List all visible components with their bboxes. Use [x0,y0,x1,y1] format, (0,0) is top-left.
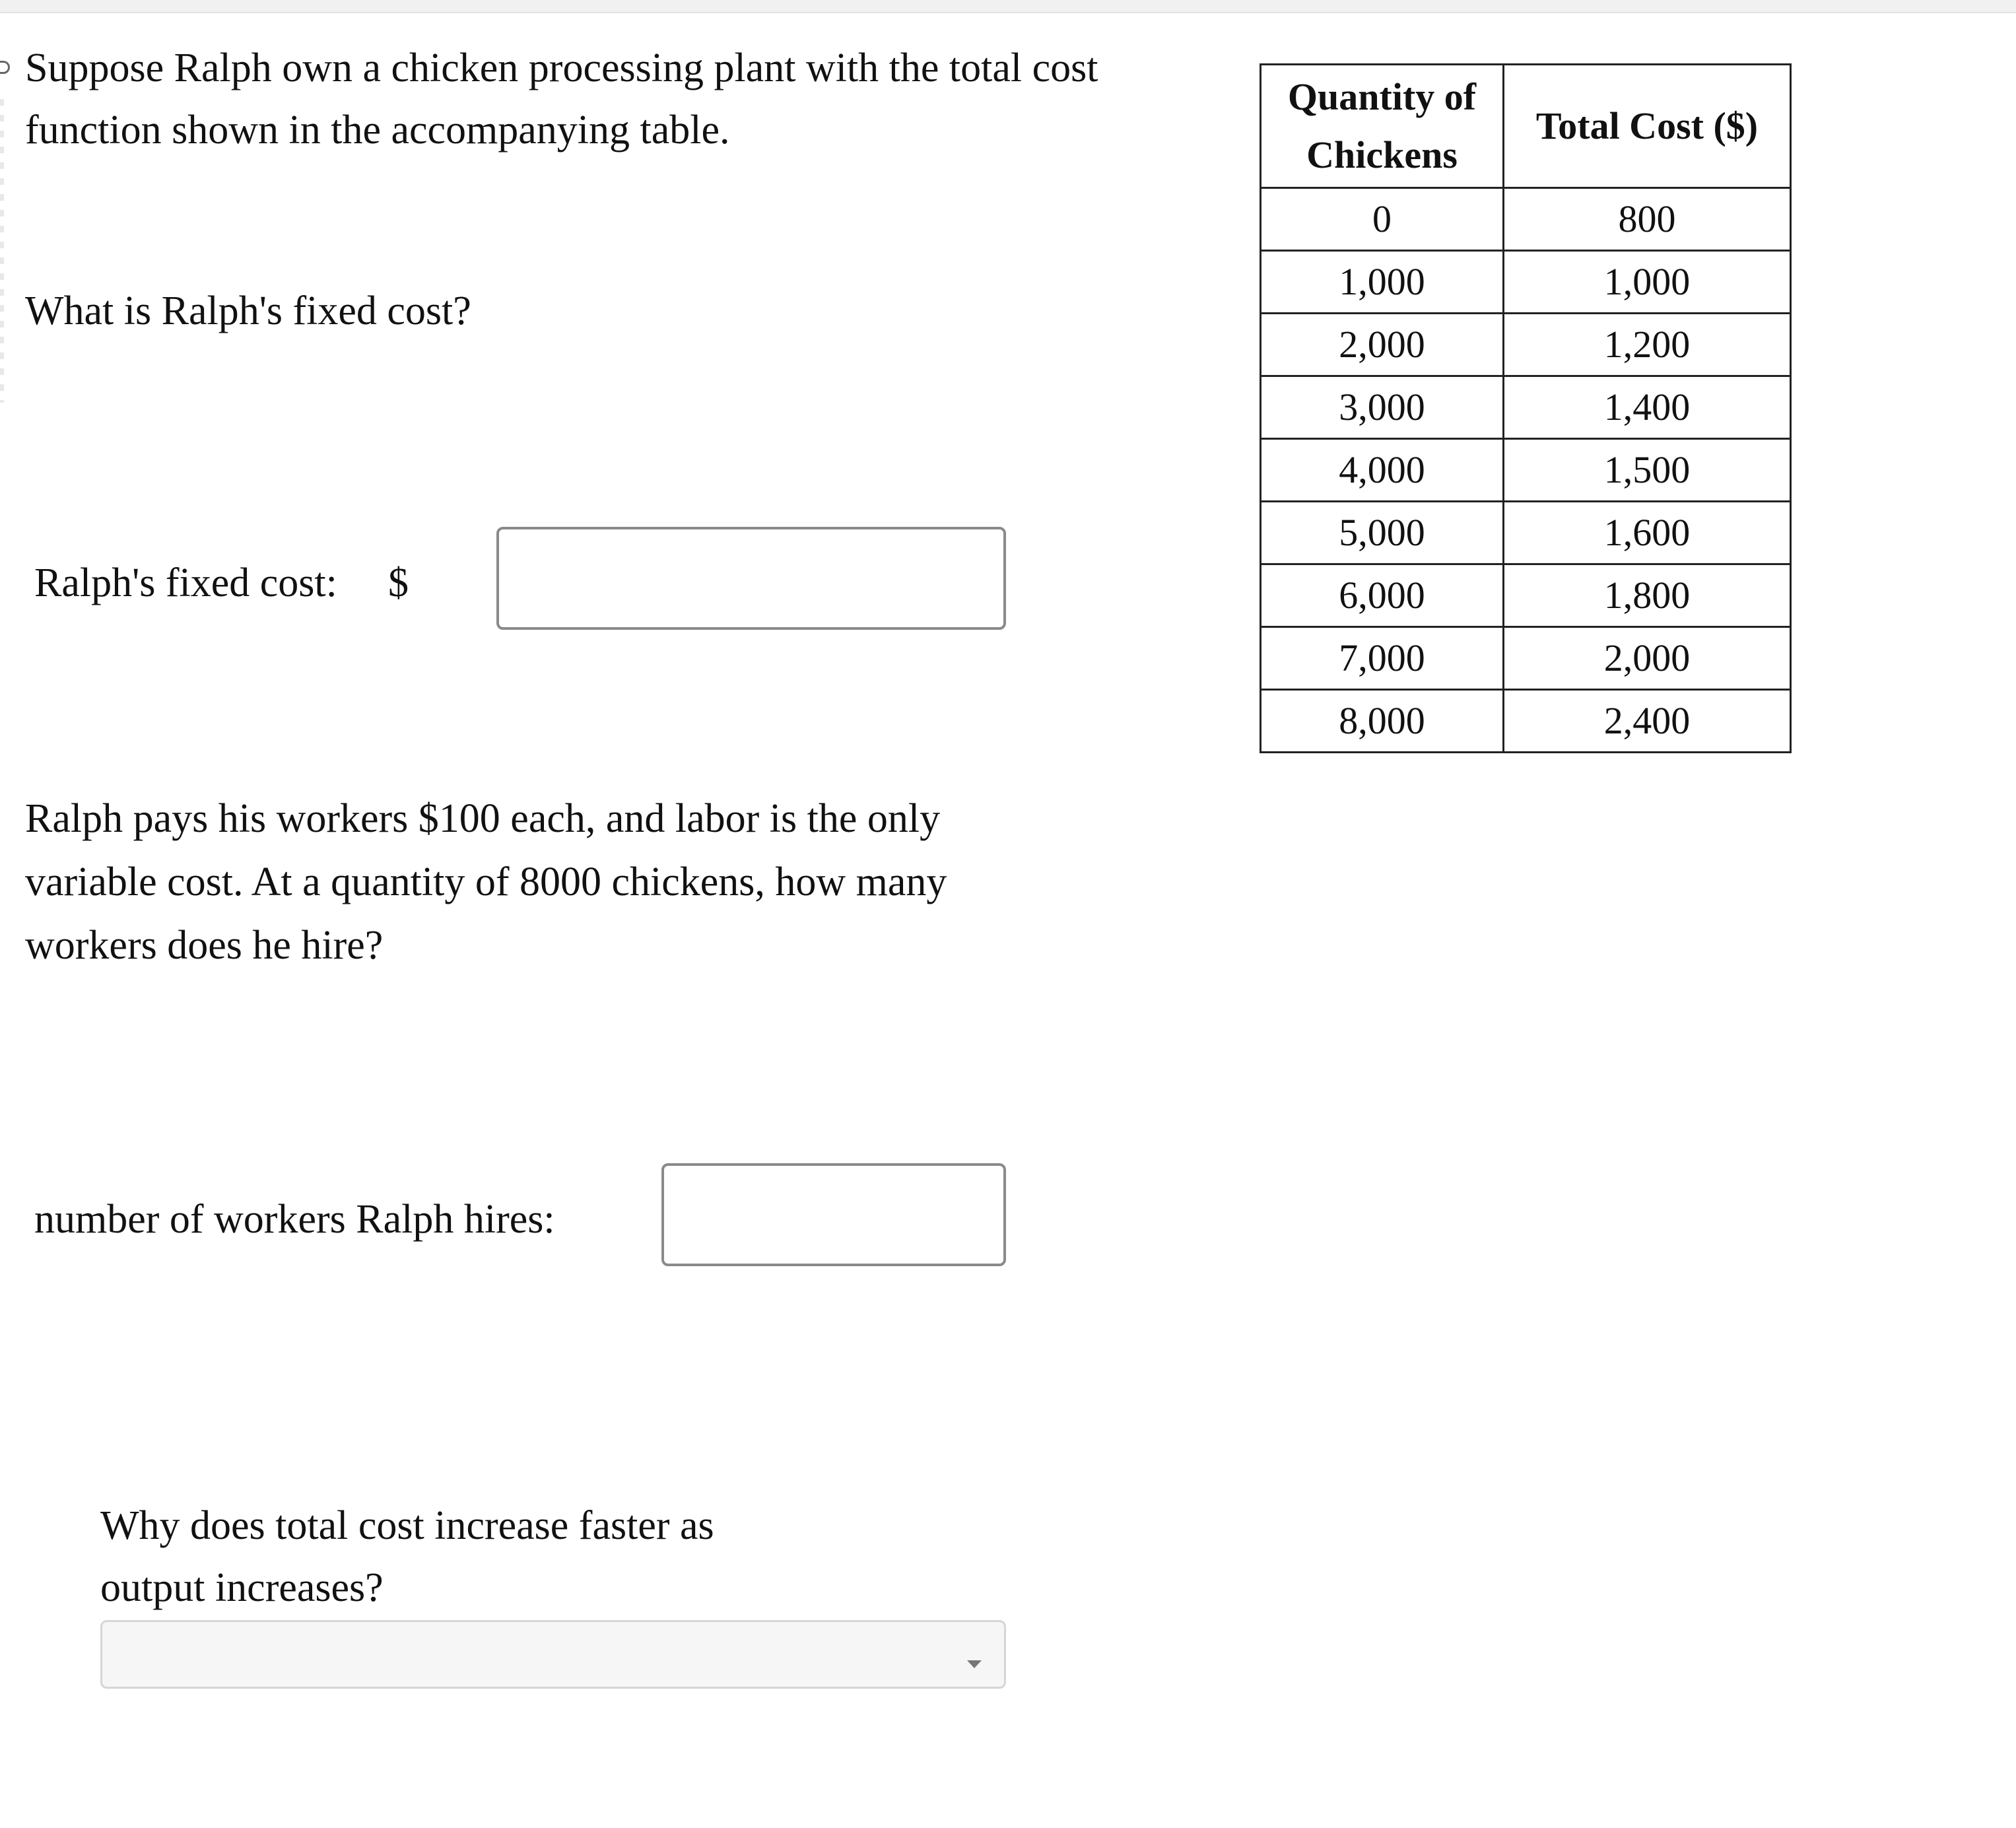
fixed-cost-label: Ralph's fixed cost: [34,560,337,605]
quantity-cell: 6,000 [1261,564,1504,627]
header-quantity: Quantity of Chickens [1261,65,1504,188]
currency-symbol: $ [388,560,409,605]
total-cost-cell: 2,000 [1504,627,1791,690]
quantity-cell: 0 [1261,188,1504,251]
table-row [1261,439,1791,502]
side-marker-icon [0,61,10,74]
total-cost-cell: 800 [1504,188,1791,251]
header-total-cost: Total Cost ($) [1504,65,1791,188]
problem-intro: Suppose Ralph own a chicken processing plant with the total cost function shown in the accompanying table. [25,46,1098,152]
table-header-row [1261,65,1791,188]
table-row [1261,251,1791,314]
quantity-cell: 7,000 [1261,627,1504,690]
total-cost-cell: 1,000 [1504,251,1791,314]
table-row [1261,188,1791,251]
quantity-cell: 2,000 [1261,314,1504,376]
why-dropdown[interactable] [100,1620,1006,1689]
total-cost-cell: 1,800 [1504,564,1791,627]
quantity-cell: 8,000 [1261,690,1504,753]
quantity-cell: 1,000 [1261,251,1504,314]
question-why: Why does total cost increase faster as output increases? [100,1503,714,1610]
fixed-cost-input[interactable] [496,527,1006,630]
total-cost-cell: 1,500 [1504,439,1791,502]
table-row [1261,627,1791,690]
quantity-cell: 3,000 [1261,376,1504,439]
table-row [1261,376,1791,439]
total-cost-cell: 1,200 [1504,314,1791,376]
workers-input[interactable] [661,1163,1006,1266]
table-row [1261,564,1791,627]
total-cost-cell: 2,400 [1504,690,1791,753]
quantity-cell: 5,000 [1261,502,1504,564]
question-workers: Ralph pays his workers $100 each, and labor is the only variable cost. At a quantity of 8000 chickens, how many workers does he hire? [25,796,947,968]
side-edge-strip [0,99,4,403]
table-row [1261,314,1791,376]
workers-label: number of workers Ralph hires: [34,1197,555,1242]
top-divider [0,0,2016,13]
cost-table [1260,63,1792,753]
total-cost-cell: 1,600 [1504,502,1791,564]
chevron-down-icon[interactable] [967,1660,982,1668]
table-row [1261,502,1791,564]
quantity-cell: 4,000 [1261,439,1504,502]
question-fixed-cost: What is Ralph's fixed cost? [25,288,471,333]
total-cost-cell: 1,400 [1504,376,1791,439]
table-row [1261,690,1791,753]
